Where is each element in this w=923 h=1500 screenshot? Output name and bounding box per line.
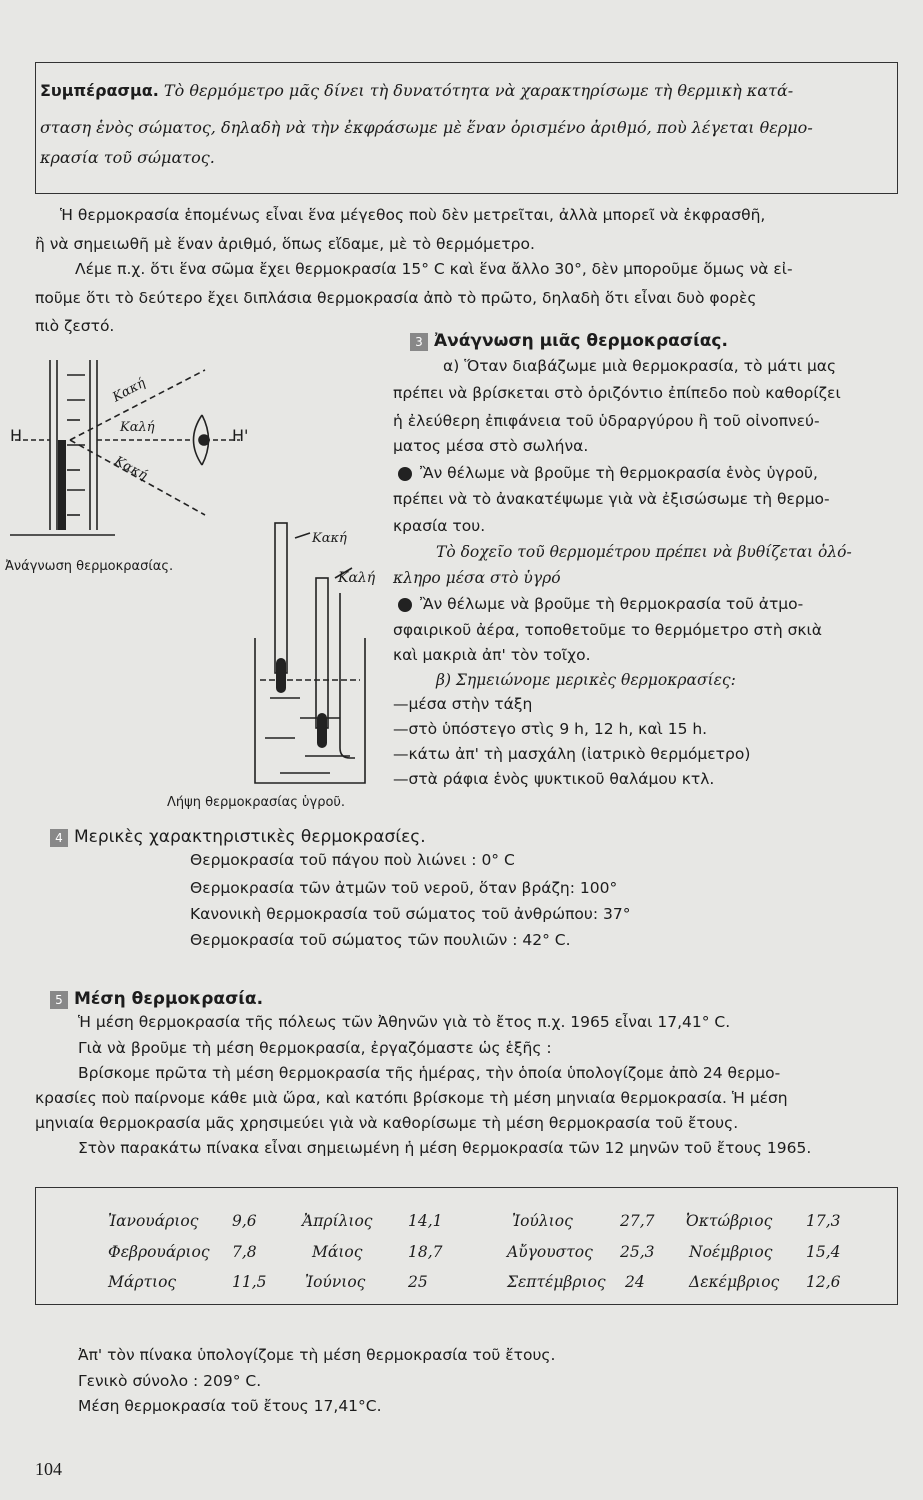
table-month: Φεβρουάριος bbox=[108, 1243, 210, 1261]
intro-p2-line-1: Λέμε π.χ. ὅτι ἕνα σῶμα ἔχει θερμοκρασία 15° C καὶ ἕνα ἄλλο 30°, δὲν μποροῦμε ὅμως νὰ εἰ- bbox=[75, 260, 793, 278]
table-value: 17,3 bbox=[806, 1212, 841, 1230]
summary-line-2: Γενικὸ σύνολο : 209° C. bbox=[78, 1372, 262, 1390]
section3-b1-line-2: πρέπει νὰ τὸ ἀνακατέψωμε γιὰ νὰ ἐξισώσωμε τὴ θερμο- bbox=[393, 490, 830, 508]
page-number: 104 bbox=[35, 1459, 62, 1479]
table-month: Αὔγουστος bbox=[507, 1243, 593, 1261]
liquid-label-good: Καλή bbox=[338, 570, 376, 586]
section4-line: Θερμοκρασία τῶν ἀτμῶν τοῦ νεροῦ, ὅταν βράζη: 100° bbox=[190, 879, 618, 897]
table-month: Δεκέμβριος bbox=[689, 1273, 780, 1291]
section3-list-item: —μέσα στὴν τάξη bbox=[393, 695, 533, 713]
intro-p2-line-3: πιὸ ζεστό. bbox=[35, 317, 115, 335]
label-bad-bottom: Κακή bbox=[111, 453, 150, 484]
intro-p1-line-1: Ἡ θερμοκρασία ἑπομένως εἶναι ἕνα μέγεθος ποὺ δὲν μετρεῖται, ἀλλὰ μπορεῖ νὰ ἐκφρασθῆ, bbox=[60, 206, 766, 224]
section3-b2-line-1: Ἂν θέλωμε νὰ βροῦμε τὴ θερμοκρασία τοῦ ἀτμο- bbox=[398, 593, 803, 615]
table-value: 12,6 bbox=[806, 1273, 841, 1291]
figure2-caption: Λήψη θερμοκρασίας ὑγροῦ. bbox=[167, 795, 346, 810]
table-value: 7,8 bbox=[232, 1243, 257, 1261]
bullet-icon bbox=[398, 598, 412, 612]
label-h-prime: Η' bbox=[232, 426, 249, 445]
section3-heading: 3 Ἀνάγνωση μιᾶς θερμοκρασίας. bbox=[410, 330, 728, 352]
table-value: 24 bbox=[625, 1273, 645, 1291]
section5-line-5: μηνιαία θερμοκρασία μᾶς χρησιμεύει γιὰ νὰ καθορίσωμε τὴ μέση θερμοκρασία τοῦ ἔτους. bbox=[35, 1114, 739, 1132]
label-h: Η bbox=[10, 426, 23, 445]
intro-p1-line-2: ἢ νὰ σημειωθῆ μὲ ἕναν ἀριθμό, ὅπως εἴδαμε, μὲ τὸ θερμόμετρο. bbox=[35, 235, 535, 253]
conclusion-line-1: Συμπέρασμα. Τὸ θερμόμετρο μᾶς δίνει τὴ δυνατότητα νὰ χαρακτηρίσωμε τὴ θερμικὴ κατά- bbox=[40, 81, 794, 100]
table-month: Ἀπρίλιος bbox=[302, 1212, 373, 1230]
section4-line: Θερμοκρασία τοῦ πάγου ποὺ λιώνει : 0° C bbox=[190, 851, 515, 869]
section3-beta-title: β) Σημειώνομε μερικὲς θερμοκρασίες: bbox=[436, 671, 736, 689]
bullet-icon bbox=[398, 467, 412, 481]
table-month: Μάρτιος bbox=[108, 1273, 177, 1291]
section3-b1-line-1: Ἂν θέλωμε νὰ βροῦμε τὴ θερμοκρασία ἑνὸς ὑγροῦ, bbox=[398, 462, 818, 484]
table-month: Ἰούνιος bbox=[305, 1273, 366, 1291]
table-month: Ἰούλιος bbox=[512, 1212, 573, 1230]
section5-line-1: Ἡ μέση θερμοκρασία τῆς πόλεως τῶν Ἀθηνῶν γιὰ τὸ ἔτος π.χ. 1965 εἶναι 17,41° C. bbox=[78, 1013, 731, 1031]
section5-line-4: κρασίες ποὺ παίρνομε κάθε μιὰ ὥρα, καὶ κατόπι βρίσκομε τὴ μέση μηνιαία θερμοκρασία. Ἡ μέση bbox=[35, 1089, 788, 1107]
section3-list-item: —στὰ ράφια ἑνὸς ψυκτικοῦ θαλάμου κτλ. bbox=[393, 770, 715, 788]
section4-line: Κανονικὴ θερμοκρασία τοῦ σώματος τοῦ ἀνθρώπου: 37° bbox=[190, 905, 631, 923]
section5-line-2: Γιὰ νὰ βροῦμε τὴ μέση θερμοκρασία, ἐργαζόμαστε ὡς ἑξῆς : bbox=[78, 1039, 552, 1057]
section3-list-item: —κάτω ἀπ' τὴ μασχάλη (ἰατρικὸ θερμόμετρο) bbox=[393, 745, 751, 763]
table-month: Ἰανουάριος bbox=[108, 1212, 199, 1230]
section3-list-item: —στὸ ὑπόστεγο στὶς 9 h, 12 h, καὶ 15 h. bbox=[393, 720, 708, 738]
section3-b2-line-3: καὶ μακριὰ ἀπ' τὸν τοῖχο. bbox=[393, 646, 591, 664]
table-month: Νοέμβριος bbox=[689, 1243, 773, 1261]
section3-b1-line-3: κρασία του. bbox=[393, 517, 486, 535]
table-value: 14,1 bbox=[408, 1212, 443, 1230]
table-month: Σεπτέμβριος bbox=[507, 1273, 606, 1291]
section3-a-line-1: α) Ὅταν διαβάζωμε μιὰ θερμοκρασία, τὸ μάτι μας bbox=[443, 357, 837, 375]
conclusion-heading: Συμπέρασμα. bbox=[40, 81, 159, 100]
section5-heading: 5 Μέση θερμοκρασία. bbox=[50, 988, 263, 1010]
section3-a-line-2: πρέπει νὰ βρίσκεται στὸ ὁριζόντιο ἐπίπεδο ποὺ καθορίζει bbox=[393, 384, 841, 402]
conclusion-line-2: σταση ἑνὸς σώματος, δηλαδὴ νὰ τὴν ἐκφράσωμε μὲ ἕναν ὁρισμένο ἀριθμό, ποὺ λέγεται θερμο- bbox=[40, 118, 813, 137]
liquid-figure bbox=[240, 518, 380, 793]
table-value: 9,6 bbox=[232, 1212, 257, 1230]
table-month: Μάιος bbox=[312, 1243, 363, 1261]
conclusion-line-3: κρασία τοῦ σώματος. bbox=[40, 148, 215, 167]
section3-a-line-4: ματος μέσα στὸ σωλήνα. bbox=[393, 437, 589, 455]
table-value: 11,5 bbox=[232, 1273, 267, 1291]
summary-line-3: Μέση θερμοκρασία τοῦ ἔτους 17,41°C. bbox=[78, 1397, 382, 1415]
summary-line-1: Ἀπ' τὸν πίνακα ὑπολογίζομε τὴ μέση θερμοκρασία τοῦ ἔτους. bbox=[78, 1346, 556, 1364]
section3-italic-line-1: Τὸ δοχεῖο τοῦ θερμομέτρου πρέπει νὰ βυθίζεται ὁλό- bbox=[436, 543, 852, 561]
figure1-caption: Ἀνάγνωση θερμοκρασίας. bbox=[5, 559, 174, 574]
table-value: 18,7 bbox=[408, 1243, 443, 1261]
table-value: 15,4 bbox=[806, 1243, 841, 1261]
label-good: Καλή bbox=[120, 420, 155, 435]
section3-b2-line-2: σφαιρικοῦ ἀέρα, τοποθετοῦμε το θερμόμετρο στὴ σκιὰ bbox=[393, 621, 822, 639]
table-value: 27,7 bbox=[620, 1212, 655, 1230]
section5-line-3: Βρίσκομε πρῶτα τὴ μέση θερμοκρασία τῆς ἡμέρας, τὴν ὁποία ὑπολογίζομε ἀπὸ 24 θερμο- bbox=[78, 1064, 781, 1082]
section4-number: 4 bbox=[50, 829, 68, 847]
table-month: Ὀκτώβριος bbox=[686, 1212, 773, 1230]
section3-number: 3 bbox=[410, 333, 428, 351]
section5-number: 5 bbox=[50, 991, 68, 1009]
table-value: 25,3 bbox=[620, 1243, 655, 1261]
eye-icon bbox=[194, 415, 210, 465]
table-value: 25 bbox=[408, 1273, 428, 1291]
intro-p2-line-2: ποῦμε ὅτι τὸ δεύτερο ἔχει διπλάσια θερμοκρασία ἀπὸ τὸ πρῶτο, δηλαδὴ ὅτι εἶναι δυὸ φορὲς bbox=[35, 289, 757, 307]
label-bad-top: Κακή bbox=[110, 375, 149, 406]
section4-heading: 4 Μερικὲς χαρακτηριστικὲς θερμοκρασίες. bbox=[50, 826, 426, 848]
section3-italic-line-2: κληρο μέσα στὸ ὑγρό bbox=[393, 569, 561, 587]
section4-line: Θερμοκρασία τοῦ σώματος τῶν πουλιῶν : 42° C. bbox=[190, 931, 571, 949]
liquid-label-bad: Κακή bbox=[312, 531, 347, 546]
section5-line-6: Στὸν παρακάτω πίνακα εἶναι σημειωμένη ἡ μέση θερμοκρασία τῶν 12 μηνῶν τοῦ ἔτους 1965. bbox=[78, 1139, 812, 1157]
section3-a-line-3: ἡ ἐλεύθερη ἐπιφάνεια τοῦ ὑδραργύρου ἢ τοῦ οἰνοπνεύ- bbox=[393, 412, 820, 430]
